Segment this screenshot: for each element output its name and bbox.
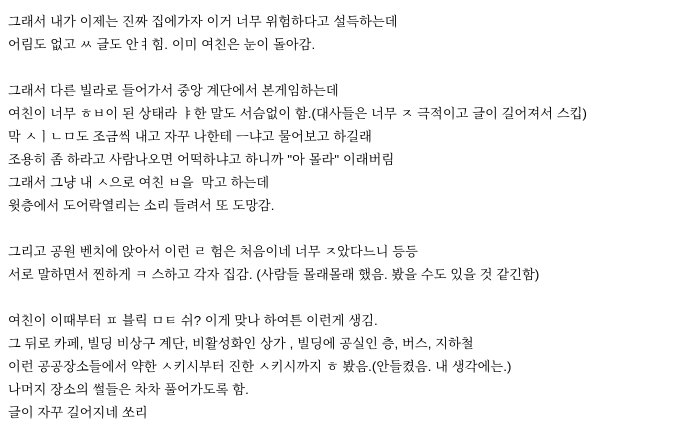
- text-line: 서로 말하면서 찐하게 ㅋ 스하고 각자 집감. (사람들 몰래몰래 했음. 봤을 수도 있을 것 같긴함): [8, 267, 540, 282]
- text-line: 윗층에서 도어락열리는 소리 들려서 또 도망감.: [8, 198, 275, 213]
- text-line: 이런 공공장소들에서 약한 ㅅ키시부터 진한 ㅅ키시까지 ㅎ 봤음.(안들켰음. 내 생각에는.): [8, 359, 512, 374]
- paragraph-spacer: [8, 56, 692, 79]
- paragraph: [8, 309, 692, 424]
- paragraph-spacer: [8, 286, 692, 309]
- text-line: 어림도 없고 ㅆ 글도 안ㅕ힘. 이미 여친은 눈이 돌아감.: [8, 37, 316, 52]
- paragraph: [8, 10, 692, 56]
- paragraph-spacer: [8, 217, 692, 240]
- text-line: 조용히 좀 하라고 사람나오면 어떡하냐고 하니까 "아 몰라" 이래버림: [8, 152, 395, 167]
- text-line: 그 뒤로 카페, 빌딩 비상구 계단, 비활성화인 상가 , 빌딩에 공실인 층, 버스, 지하철: [8, 336, 474, 351]
- text-line: 그래서 그냥 내 ㅅ으로 여친 ㅂ을 막고 하는데: [8, 175, 270, 190]
- paragraph: [8, 240, 692, 286]
- text-line: 그래서 다른 빌라로 들어가서 중앙 계단에서 본게임하는데: [8, 83, 339, 98]
- text-line: 그리고 공원 벤치에 앉아서 이런 ㄹ 험은 처음이네 너무 ㅈ았다느니 등등: [8, 244, 418, 259]
- text-line: 나머지 장소의 썰들은 차차 풀어가도록 함.: [8, 382, 249, 397]
- text-line: 그래서 내가 이제는 진짜 집에가자 이거 너무 위험하다고 설득하는데: [8, 14, 398, 29]
- paragraph: [8, 79, 692, 217]
- text-line: 글이 자꾸 길어지네 쏘리: [8, 405, 148, 420]
- text-line: 여친이 이때부터 ㅍ 블릭 ㅁㅌ 쉬? 이게 맞나 하여튼 이런게 생김.: [8, 313, 378, 328]
- text-line: 여친이 너무 ㅎㅂ이 된 상태라 ㅑ한 말도 서슴없이 함.(대사들은 너무 ㅈ 극적이고 글이 길어져서 스킵): [8, 106, 588, 121]
- text-line: 막 ㅅㅣㄴㅁ도 조금씩 내고 자꾸 나한테 ㅡ냐고 물어보고 하길래: [8, 129, 372, 144]
